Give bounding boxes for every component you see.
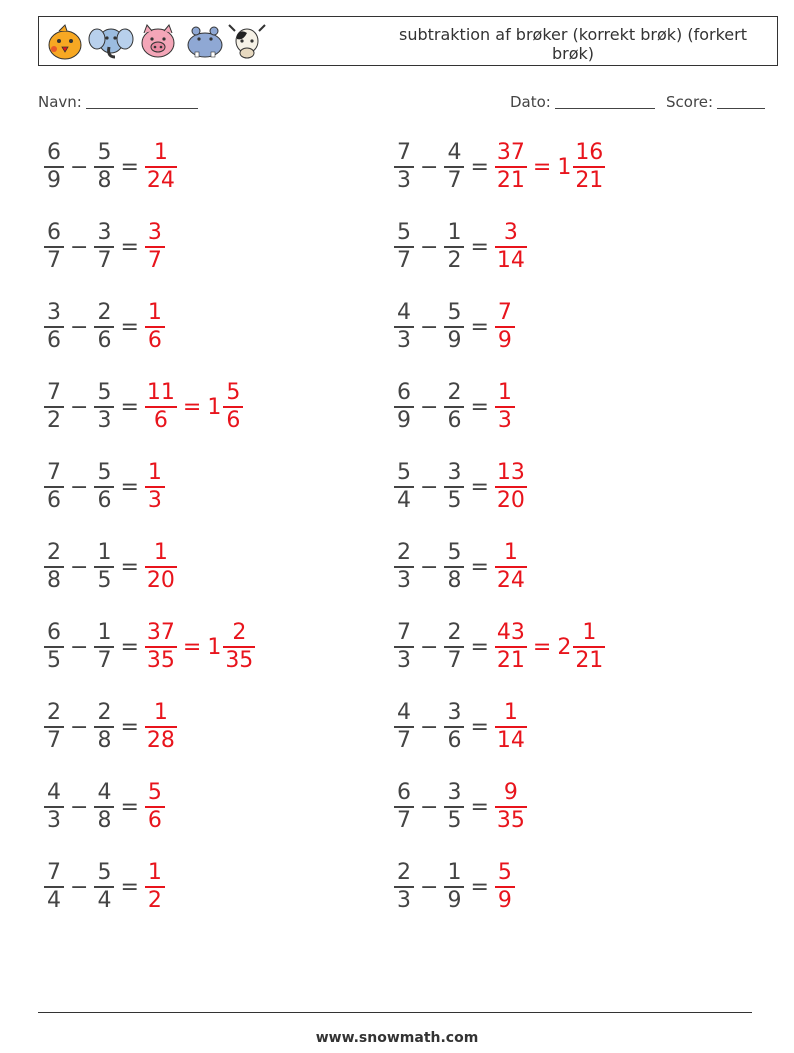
answer-fraction xyxy=(495,220,527,274)
equals-sign: = xyxy=(470,314,489,340)
fraction-subtrahend xyxy=(444,220,464,274)
numerator: 11 xyxy=(146,380,175,406)
answer-fraction xyxy=(145,780,165,834)
fraction-minuend xyxy=(394,780,414,834)
numerator: 16 xyxy=(575,140,604,166)
answer-fraction xyxy=(495,140,527,194)
denominator: 9 xyxy=(47,167,61,193)
problem-row xyxy=(44,772,165,842)
fraction-subtrahend xyxy=(94,780,114,834)
minus-sign: − xyxy=(70,234,89,260)
equals-sign: = xyxy=(470,554,489,580)
problem-row xyxy=(394,132,605,202)
equals-sign: = xyxy=(120,394,139,420)
problem-row xyxy=(394,772,527,842)
fraction-minuend xyxy=(394,300,414,354)
denominator: 3 xyxy=(397,887,411,913)
numerator: 1 xyxy=(447,220,462,246)
answer xyxy=(145,860,165,914)
equals-sign: = xyxy=(470,394,489,420)
numerator: 1 xyxy=(447,860,462,886)
denominator: 7 xyxy=(97,247,112,273)
answer-fraction xyxy=(145,860,165,914)
numerator: 1 xyxy=(153,540,168,566)
answer-fraction xyxy=(495,780,527,834)
problem-row xyxy=(44,612,255,682)
chick-icon xyxy=(49,25,81,59)
equals-sign: = xyxy=(470,234,489,260)
problem-row xyxy=(44,212,165,282)
denominator: 28 xyxy=(146,727,175,753)
answer-fraction xyxy=(495,860,515,914)
minus-sign: − xyxy=(70,474,89,500)
numerator: 6 xyxy=(47,620,61,646)
minus-sign: − xyxy=(70,554,89,580)
denominator: 9 xyxy=(497,327,512,353)
denominator: 6 xyxy=(153,407,168,433)
equals-sign: = xyxy=(470,874,489,900)
denominator: 2 xyxy=(47,407,61,433)
numerator: 2 xyxy=(447,380,462,406)
numerator: 1 xyxy=(147,860,162,886)
hippo-icon xyxy=(188,27,222,57)
equals-sign: = xyxy=(120,554,139,580)
answer xyxy=(495,460,527,514)
score-line[interactable] xyxy=(717,93,765,109)
problem-row xyxy=(44,292,165,362)
problem-row xyxy=(394,212,527,282)
numerator: 9 xyxy=(503,780,518,806)
numerator: 13 xyxy=(496,460,525,486)
numerator: 7 xyxy=(47,460,61,486)
fraction-minuend xyxy=(394,140,414,194)
numerator: 5 xyxy=(97,140,112,166)
fraction-minuend xyxy=(44,300,64,354)
denominator: 3 xyxy=(497,407,512,433)
fraction-subtrahend xyxy=(444,860,464,914)
equals-sign: = xyxy=(182,634,202,660)
footer-divider xyxy=(38,1012,752,1013)
numerator: 5 xyxy=(497,860,512,886)
numerator: 4 xyxy=(97,780,112,806)
numerator: 5 xyxy=(97,460,112,486)
answer-fraction xyxy=(145,220,165,274)
fraction-minuend xyxy=(44,460,64,514)
denominator: 7 xyxy=(97,647,112,673)
denominator: 4 xyxy=(47,887,61,913)
problem-row xyxy=(394,692,527,762)
answer-fraction xyxy=(495,380,515,434)
minus-sign: − xyxy=(420,554,439,580)
numerator: 4 xyxy=(47,780,61,806)
numerator: 2 xyxy=(397,540,411,566)
fraction-minuend xyxy=(394,380,414,434)
minus-sign: − xyxy=(70,314,89,340)
mixed-whole: 1 xyxy=(207,394,222,420)
numerator: 4 xyxy=(397,300,411,326)
numerator: 1 xyxy=(153,140,168,166)
numerator: 7 xyxy=(497,300,512,326)
denominator: 5 xyxy=(47,647,61,673)
answer xyxy=(145,380,243,434)
denominator: 21 xyxy=(496,167,525,193)
pig-icon xyxy=(142,25,174,57)
equals-sign: = xyxy=(120,874,139,900)
numerator: 6 xyxy=(397,780,411,806)
answer-fraction xyxy=(495,620,527,674)
denominator: 24 xyxy=(146,167,175,193)
problem-row xyxy=(394,612,605,682)
minus-sign: − xyxy=(420,474,439,500)
denominator: 9 xyxy=(497,887,512,913)
fraction-subtrahend xyxy=(444,700,464,754)
numerator: 1 xyxy=(153,700,168,726)
minus-sign: − xyxy=(420,794,439,820)
denominator: 14 xyxy=(496,727,525,753)
minus-sign: − xyxy=(420,714,439,740)
equals-sign: = xyxy=(120,154,139,180)
answer xyxy=(495,380,515,434)
fraction-minuend xyxy=(44,620,64,674)
problem-row xyxy=(44,452,165,522)
fraction-subtrahend xyxy=(444,780,464,834)
mixed-fraction xyxy=(223,620,255,674)
numerator: 6 xyxy=(47,140,61,166)
denominator: 6 xyxy=(47,487,61,513)
numerator: 2 xyxy=(97,700,112,726)
denominator: 4 xyxy=(97,887,112,913)
problem-row xyxy=(44,372,243,442)
fraction-subtrahend xyxy=(94,140,114,194)
numerator: 7 xyxy=(397,620,411,646)
answer xyxy=(495,140,605,194)
numerator: 37 xyxy=(146,620,175,646)
numerator: 2 xyxy=(447,620,462,646)
denominator: 9 xyxy=(447,327,462,353)
numerator: 5 xyxy=(397,220,411,246)
equals-sign: = xyxy=(120,634,139,660)
minus-sign: − xyxy=(70,794,89,820)
fraction-subtrahend xyxy=(444,140,464,194)
minus-sign: − xyxy=(70,874,89,900)
minus-sign: − xyxy=(70,714,89,740)
minus-sign: − xyxy=(420,874,439,900)
problem-row xyxy=(44,852,165,922)
denominator: 2 xyxy=(447,247,462,273)
equals-sign: = xyxy=(470,154,489,180)
mixed-whole: 1 xyxy=(557,154,572,180)
equals-sign: = xyxy=(470,794,489,820)
numerator: 3 xyxy=(447,460,462,486)
denominator: 7 xyxy=(397,807,411,833)
answer xyxy=(145,780,165,834)
equals-sign: = xyxy=(532,634,552,660)
fraction-subtrahend xyxy=(94,380,114,434)
equals-sign: = xyxy=(532,154,552,180)
date-line[interactable] xyxy=(555,93,655,109)
worksheet-header xyxy=(38,16,778,66)
fraction-subtrahend xyxy=(94,860,114,914)
problem-row xyxy=(394,532,527,602)
date-label: Dato: xyxy=(510,93,551,111)
denominator: 6 xyxy=(447,407,462,433)
numerator: 1 xyxy=(503,700,518,726)
numerator: 5 xyxy=(447,540,462,566)
numerator: 2 xyxy=(47,700,61,726)
answer xyxy=(145,300,165,354)
mixed-fraction xyxy=(223,380,243,434)
answer-fraction xyxy=(145,140,177,194)
fraction-minuend xyxy=(394,860,414,914)
denominator: 6 xyxy=(97,327,112,353)
problem-row xyxy=(394,852,515,922)
numerator: 1 xyxy=(147,460,162,486)
numerator: 7 xyxy=(397,140,411,166)
denominator: 24 xyxy=(496,567,525,593)
numerator: 1 xyxy=(582,620,597,646)
equals-sign: = xyxy=(120,234,139,260)
answer-fraction xyxy=(495,540,527,594)
problem-row xyxy=(394,292,515,362)
answer-fraction xyxy=(145,300,165,354)
numerator: 3 xyxy=(447,700,462,726)
denominator: 9 xyxy=(397,407,411,433)
fraction-subtrahend xyxy=(94,220,114,274)
minus-sign: − xyxy=(420,154,439,180)
answer-fraction xyxy=(495,460,527,514)
numerator: 2 xyxy=(97,300,112,326)
denominator: 3 xyxy=(397,647,411,673)
worksheet-title: subtraktion af brøker (korrekt brøk) (forkert brøk) xyxy=(398,25,747,63)
numerator: 37 xyxy=(496,140,525,166)
denominator: 8 xyxy=(47,567,61,593)
problem-row xyxy=(394,372,515,442)
equals-sign: = xyxy=(120,474,139,500)
numerator: 2 xyxy=(47,540,61,566)
answer-fraction xyxy=(145,380,177,434)
name-field xyxy=(38,93,198,111)
answer xyxy=(145,620,255,674)
equals-sign: = xyxy=(120,314,139,340)
numerator: 3 xyxy=(447,780,462,806)
fraction-minuend xyxy=(44,140,64,194)
minus-sign: − xyxy=(70,154,89,180)
score-label: Score: xyxy=(666,93,714,111)
elephant-icon xyxy=(89,29,133,57)
denominator: 9 xyxy=(447,887,462,913)
score-field xyxy=(666,93,765,111)
animal-icons xyxy=(45,21,275,61)
numerator: 1 xyxy=(497,380,512,406)
numerator: 7 xyxy=(47,860,61,886)
numerator: 1 xyxy=(147,300,162,326)
denominator: 4 xyxy=(397,487,411,513)
fraction-minuend xyxy=(44,380,64,434)
denominator: 3 xyxy=(47,807,61,833)
denominator: 7 xyxy=(397,727,411,753)
fraction-minuend xyxy=(394,540,414,594)
answer-fraction xyxy=(495,300,515,354)
numerator: 5 xyxy=(147,780,162,806)
denominator: 5 xyxy=(447,807,462,833)
minus-sign: − xyxy=(420,234,439,260)
denominator: 35 xyxy=(496,807,525,833)
fraction-subtrahend xyxy=(94,460,114,514)
cow-icon xyxy=(229,25,265,58)
denominator: 7 xyxy=(147,247,162,273)
denominator: 6 xyxy=(147,807,162,833)
numerator: 6 xyxy=(47,220,61,246)
denominator: 5 xyxy=(97,567,112,593)
problem-row xyxy=(394,452,527,522)
denominator: 35 xyxy=(146,647,175,673)
problem-row xyxy=(44,132,177,202)
numerator: 1 xyxy=(97,620,112,646)
numerator: 5 xyxy=(97,860,112,886)
answer xyxy=(495,620,605,674)
numerator: 5 xyxy=(97,380,112,406)
answer xyxy=(495,220,527,274)
answer-fraction xyxy=(145,700,177,754)
name-label: Navn: xyxy=(38,93,82,111)
equals-sign: = xyxy=(470,634,489,660)
denominator: 7 xyxy=(447,647,462,673)
answer xyxy=(495,700,527,754)
answer-fraction xyxy=(145,540,177,594)
answer xyxy=(145,700,177,754)
problem-row xyxy=(44,532,177,602)
numerator: 3 xyxy=(147,220,162,246)
numerator: 43 xyxy=(496,620,525,646)
fraction-subtrahend xyxy=(94,620,114,674)
fraction-minuend xyxy=(44,860,64,914)
numerator: 3 xyxy=(97,220,112,246)
denominator: 20 xyxy=(146,567,175,593)
equals-sign: = xyxy=(470,474,489,500)
denominator: 6 xyxy=(226,407,241,433)
fraction-minuend xyxy=(44,780,64,834)
minus-sign: − xyxy=(420,314,439,340)
mixed-whole: 2 xyxy=(557,634,572,660)
fraction-subtrahend xyxy=(444,540,464,594)
denominator: 21 xyxy=(575,647,604,673)
fraction-minuend xyxy=(394,220,414,274)
answer xyxy=(495,860,515,914)
fraction-subtrahend xyxy=(444,460,464,514)
fraction-minuend xyxy=(394,460,414,514)
denominator: 6 xyxy=(147,327,162,353)
answer xyxy=(495,300,515,354)
denominator: 6 xyxy=(97,487,112,513)
numerator: 4 xyxy=(447,140,462,166)
denominator: 14 xyxy=(496,247,525,273)
fraction-subtrahend xyxy=(444,380,464,434)
denominator: 21 xyxy=(496,647,525,673)
fraction-subtrahend xyxy=(94,540,114,594)
fraction-subtrahend xyxy=(444,620,464,674)
equals-sign: = xyxy=(120,714,139,740)
name-line[interactable] xyxy=(86,93,198,109)
fraction-subtrahend xyxy=(94,700,114,754)
denominator: 8 xyxy=(97,167,112,193)
denominator: 7 xyxy=(47,247,61,273)
answer xyxy=(145,460,165,514)
denominator: 35 xyxy=(225,647,254,673)
denominator: 7 xyxy=(47,727,61,753)
denominator: 6 xyxy=(47,327,61,353)
footer-site: www.snowmath.com xyxy=(315,1030,479,1046)
answer-fraction xyxy=(495,700,527,754)
denominator: 7 xyxy=(397,247,411,273)
numerator: 5 xyxy=(397,460,411,486)
equals-sign: = xyxy=(470,714,489,740)
mixed-fraction xyxy=(573,140,605,194)
problem-row xyxy=(44,692,177,762)
fraction-minuend xyxy=(44,700,64,754)
denominator: 6 xyxy=(447,727,462,753)
numerator: 4 xyxy=(397,700,411,726)
denominator: 8 xyxy=(97,727,112,753)
answer xyxy=(145,140,177,194)
minus-sign: − xyxy=(70,394,89,420)
numerator: 3 xyxy=(503,220,518,246)
numerator: 7 xyxy=(47,380,61,406)
answer xyxy=(495,540,527,594)
denominator: 3 xyxy=(397,567,411,593)
denominator: 20 xyxy=(496,487,525,513)
equals-sign: = xyxy=(182,394,202,420)
numerator: 1 xyxy=(97,540,112,566)
numerator: 2 xyxy=(232,620,247,646)
numerator: 6 xyxy=(397,380,411,406)
denominator: 21 xyxy=(575,167,604,193)
equals-sign: = xyxy=(120,794,139,820)
numerator: 5 xyxy=(226,380,241,406)
minus-sign: − xyxy=(70,634,89,660)
numerator: 1 xyxy=(503,540,518,566)
fraction-minuend xyxy=(44,220,64,274)
date-field xyxy=(510,93,655,111)
answer xyxy=(145,540,177,594)
mixed-fraction xyxy=(573,620,605,674)
denominator: 7 xyxy=(447,167,462,193)
denominator: 3 xyxy=(397,167,411,193)
minus-sign: − xyxy=(420,634,439,660)
fraction-minuend xyxy=(44,540,64,594)
fraction-subtrahend xyxy=(94,300,114,354)
fraction-subtrahend xyxy=(444,300,464,354)
numerator: 5 xyxy=(447,300,462,326)
answer-fraction xyxy=(145,620,177,674)
fraction-minuend xyxy=(394,620,414,674)
answer xyxy=(145,220,165,274)
numerator: 3 xyxy=(47,300,61,326)
numerator: 2 xyxy=(397,860,411,886)
mixed-whole: 1 xyxy=(207,634,222,660)
denominator: 2 xyxy=(147,887,162,913)
answer-fraction xyxy=(145,460,165,514)
minus-sign: − xyxy=(420,394,439,420)
answer xyxy=(495,780,527,834)
denominator: 3 xyxy=(97,407,112,433)
denominator: 5 xyxy=(447,487,462,513)
denominator: 8 xyxy=(447,567,462,593)
denominator: 3 xyxy=(397,327,411,353)
fraction-minuend xyxy=(394,700,414,754)
denominator: 8 xyxy=(97,807,112,833)
denominator: 3 xyxy=(147,487,162,513)
